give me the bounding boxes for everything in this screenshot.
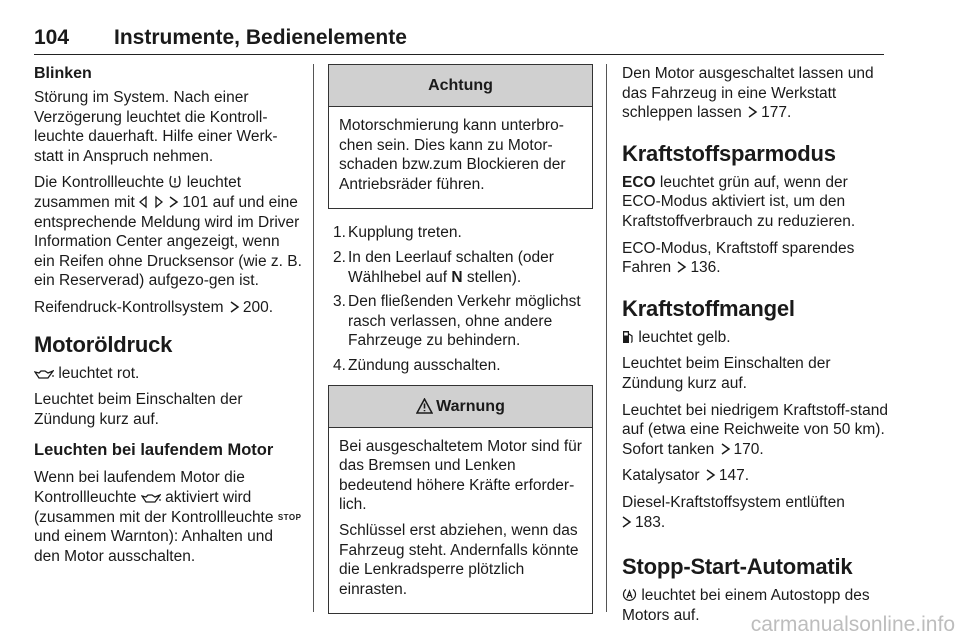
column-right bbox=[622, 64, 890, 632]
towing-paragraph: Den Motor ausgeschaltet lassen und das Fahrzeug in eine Werkstatt schleppen lassen 177. bbox=[622, 65, 874, 122]
warning-text: Bei ausgeschaltetem Motor sind für das Bremsen und Lenken bedeutend höhere Kräfte erforder-lich. bbox=[339, 437, 582, 514]
oil-can-icon bbox=[141, 492, 161, 504]
oil-pressure-paragraph: leuchtet rot. bbox=[34, 364, 302, 384]
tpms-reference: Reifendruck-Kontrollsystem 200. bbox=[34, 298, 273, 316]
page-reference-icon bbox=[622, 516, 632, 528]
steps-list bbox=[328, 223, 593, 375]
low-fuel-paragraph-3: Leuchtet bei niedrigem Kraftstoff-stand auf (etwa eine Reichweite von 50 km). Sofort tanken 170. bbox=[622, 401, 888, 458]
turn-signal-icon bbox=[139, 195, 163, 209]
page-reference-icon bbox=[230, 301, 240, 313]
page-header bbox=[34, 26, 884, 55]
page-reference-icon bbox=[677, 261, 687, 273]
page-title: Instrumente, Bedienelemente bbox=[114, 26, 407, 49]
page-reference-icon bbox=[169, 196, 179, 208]
diesel-bleed-reference: Diesel-Kraftstoffsystem entlüften 183. bbox=[622, 493, 845, 531]
blinken-paragraph-2: Die Kontrollleuchte leuchtet zusammen mit 101 auf und eine entsprechende Meldung wird im Driver Information Center angezeigt, wenn ein Reifen ohne Drucksensor (wie z. B. ein Reserverad) aufgezo-gen ist. bbox=[34, 174, 302, 290]
list-item: 1. Kupplung treten. bbox=[333, 224, 462, 242]
page-reference-icon bbox=[748, 106, 758, 118]
eco-reference: ECO-Modus, Kraftstoff sparendes Fahren 136. bbox=[622, 239, 855, 277]
eco-indicator-label: ECO bbox=[622, 173, 656, 191]
warning-box bbox=[328, 385, 593, 615]
column-divider bbox=[606, 64, 607, 612]
stop-warning-icon: STOP bbox=[277, 512, 302, 522]
tire-pressure-icon bbox=[168, 174, 182, 189]
oil-can-icon bbox=[34, 368, 54, 380]
eco-paragraph: ECO leuchtet grün auf, wenn der ECO-Modus aktiviert ist, um den Kraftstoffverbrauch zu reduzieren. bbox=[622, 173, 856, 230]
list-item: 4. Zündung ausschalten. bbox=[333, 356, 501, 374]
warning-text-2: Schlüssel erst abziehen, wenn das Fahrzeug steht. Andernfalls könnte die Lenkradsperre plötzlich einrasten. bbox=[339, 521, 579, 598]
page-reference-icon bbox=[721, 443, 731, 455]
list-item: 2. In den Leerlauf schalten (oder Wählhebel auf N stellen). bbox=[333, 248, 554, 286]
warning-triangle-icon bbox=[416, 398, 433, 414]
fuel-pump-icon bbox=[622, 330, 634, 344]
low-fuel-heading: Kraftstoffmangel bbox=[622, 295, 795, 321]
stop-start-heading: Stopp-Start-Automatik bbox=[622, 554, 853, 580]
warning-title: Warnung bbox=[329, 386, 592, 428]
caution-title: Achtung bbox=[329, 65, 592, 107]
caution-text: Motorschmierung kann unterbro-chen sein. Dies kann zu Motor-schaden bzw.zum Blockieren der Antriebsräder führen. bbox=[339, 117, 566, 193]
caution-box bbox=[328, 64, 593, 209]
oil-pressure-heading: Motoröldruck bbox=[34, 331, 173, 357]
oil-pressure-paragraph-2: Leuchtet beim Einschalten der Zündung kurz auf. bbox=[34, 391, 243, 428]
blinken-paragraph: Störung im System. Nach einer Verzögerung leuchtet die Kontroll-leuchte dauerhaft. Hilfe einer Werk-statt in Anspruch nehmen. bbox=[34, 89, 278, 165]
low-fuel-paragraph: leuchtet gelb. bbox=[622, 328, 890, 348]
eco-heading: Kraftstoffsparmodus bbox=[622, 140, 836, 166]
list-item: 3. Den fließenden Verkehr möglichst rasch verlassen, ohne andere Fahrzeuge zu behindern. bbox=[333, 293, 581, 350]
column-divider bbox=[313, 64, 314, 612]
stop-start-paragraph: leuchtet bei einem Autostopp des Motors auf. bbox=[622, 587, 870, 624]
watermark: carmanualsonline.info bbox=[750, 613, 955, 636]
low-fuel-paragraph-2: Leuchtet beim Einschalten der Zündung kurz auf. bbox=[622, 355, 831, 392]
page-number: 104 bbox=[34, 26, 70, 49]
column-middle bbox=[328, 64, 593, 614]
blinken-heading: Blinken bbox=[34, 65, 92, 82]
running-engine-heading: Leuchten bei laufendem Motor bbox=[34, 441, 274, 460]
page-reference-icon bbox=[706, 469, 716, 481]
running-engine-paragraph: Wenn bei laufendem Motor die Kontrollleuchte aktiviert wird (zusammen mit der Kontrollleuchte STOP und einem Warnton): Anhalten und den Motor ausschalten. bbox=[34, 469, 302, 565]
catalyst-reference: Katalysator 147. bbox=[622, 467, 750, 485]
autostop-icon bbox=[622, 587, 637, 602]
column-left bbox=[34, 64, 302, 573]
